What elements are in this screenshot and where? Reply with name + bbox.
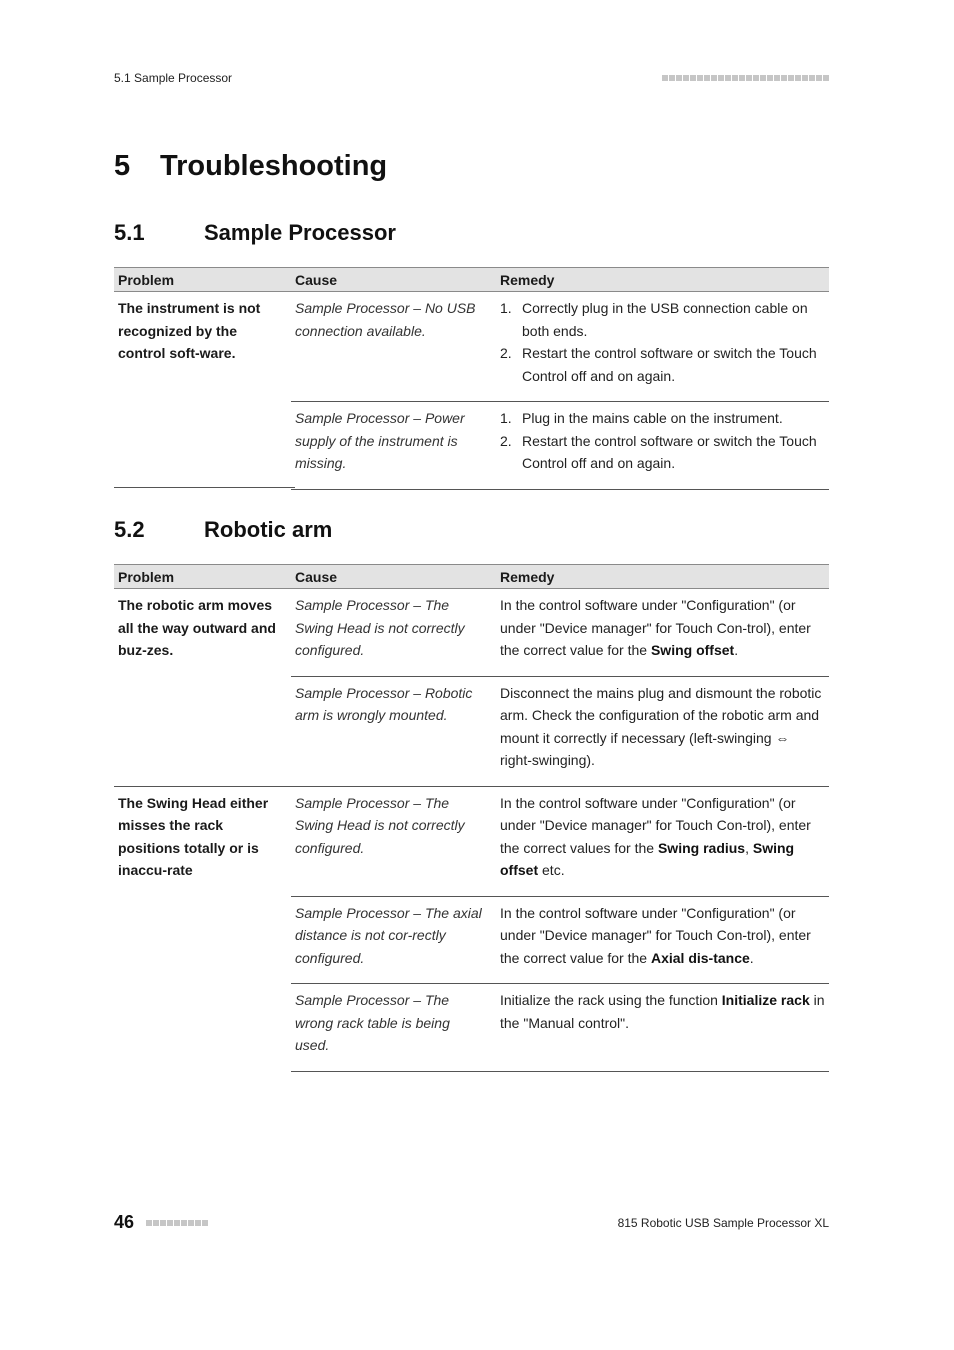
remedy-cell: Initialize the rack using the function Initialize rack in the "Manual control". <box>496 984 829 1072</box>
table-row <box>114 786 829 896</box>
column-header-problem: Problem <box>114 565 291 589</box>
section-number: 5.1 <box>114 220 145 245</box>
section-title: Sample Processor <box>204 220 396 245</box>
remedy-cell <box>496 292 829 402</box>
footer-decoration <box>146 1220 208 1226</box>
remedy-step: 2. Restart the control software or switch the Touch Control off and on again. <box>500 345 817 384</box>
problem-cell: The Swing Head either misses the rack positions totally or is inaccu-rate <box>114 786 291 1071</box>
chapter-title <box>114 150 387 183</box>
table-header-row <box>114 268 829 292</box>
section-5-1-heading <box>114 220 396 246</box>
cause-cell: Sample Processor – Robotic arm is wrongly mounted. <box>291 676 496 786</box>
header-section-title: 5.1 Sample Processor <box>114 71 233 85</box>
chapter-title-text: Troubleshooting <box>160 150 388 182</box>
remedy-cell: In the control software under "Configuration" (or under "Device manager" for Touch Con-trol), enter the correct values for the Swing radius, Swing offset etc. <box>496 786 829 896</box>
problem-cell: The robotic arm moves all the way outward and buz-zes. <box>118 597 276 658</box>
table-row <box>114 589 829 677</box>
remedy-step: 2. Restart the control software or switch the Touch Control off and on again. <box>500 432 817 471</box>
robotic-arm-table <box>114 564 829 1072</box>
cause-cell: Sample Processor – Power supply of the instrument is missing. <box>291 402 496 490</box>
cause-cell: Sample Processor – The wrong rack table is being used. <box>291 984 496 1072</box>
column-header-problem: Problem <box>114 268 291 292</box>
table-row <box>114 292 829 402</box>
remedy-step: 1. Plug in the mains cable on the instrument. <box>500 410 783 426</box>
remedy-cell: Disconnect the mains plug and dismount the robotic arm. Check the configuration of the robotic arm and mount it correctly if necessary (left-swinging ⇔ right-swinging). <box>496 676 829 786</box>
column-header-cause: Cause <box>291 268 496 292</box>
table-bottom-rule <box>114 487 295 488</box>
section-title: Robotic arm <box>204 517 333 542</box>
cause-cell: Sample Processor – No USB connection available. <box>295 300 476 339</box>
column-header-remedy: Remedy <box>496 268 829 292</box>
cause-cell: Sample Processor – The Swing Head is not correctly configured. <box>295 597 465 658</box>
page-footer <box>114 1212 829 1236</box>
remedy-cell: In the control software under "Configuration" (or under "Device manager" for Touch Con-trol), enter the correct value for the Axial dis-tance. <box>496 896 829 984</box>
cause-cell: Sample Processor – The Swing Head is not correctly configured. <box>291 786 496 896</box>
remedy-cell: In the control software under "Configuration" (or under "Device manager" for Touch Con-trol), enter the correct value for the Swing offset. <box>500 597 811 658</box>
column-header-remedy: Remedy <box>496 565 829 589</box>
problem-cell: The instrument is not recognized by the control soft-ware. <box>118 300 261 361</box>
chapter-number: 5 <box>114 150 131 182</box>
cause-cell: Sample Processor – The axial distance is not cor-rectly configured. <box>291 896 496 984</box>
table-header-row <box>114 565 829 589</box>
section-number: 5.2 <box>114 517 145 542</box>
remedy-cell <box>496 402 829 490</box>
page-number: 46 <box>114 1212 135 1232</box>
header-decoration <box>662 75 829 81</box>
remedy-step: 1. Correctly plug in the USB connection cable on both ends. <box>500 300 808 339</box>
sample-processor-table <box>114 267 829 490</box>
footer-product-name: 815 Robotic USB Sample Processor XL <box>617 1216 829 1230</box>
section-5-2-heading <box>114 517 332 543</box>
column-header-cause: Cause <box>291 565 496 589</box>
running-header <box>114 71 829 89</box>
